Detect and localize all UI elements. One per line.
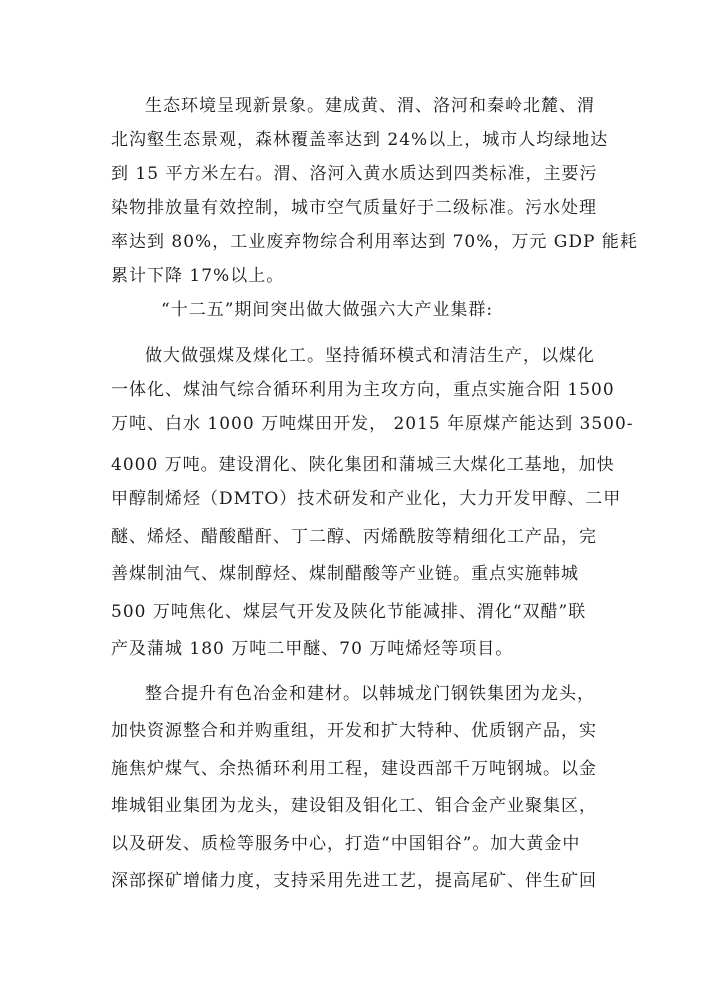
text-line: 产及蒲城 180 万吨二甲醚、70 万吨烯烃等项目。 xyxy=(111,639,514,659)
text-line: 万吨、白水 1000 万吨煤田开发， 2015 年原煤产能达到 3500- xyxy=(111,414,634,434)
text-line: 累计下降 17%以上。 xyxy=(111,266,285,286)
text-line: 到 15 平方米左右。渭、洛河入黄水质达到四类标准，主要污 xyxy=(111,164,598,184)
text-line: 500 万吨焦化、煤层气开发及陕化节能减排、渭化“双醋”联 xyxy=(111,602,587,622)
text-line: 深部探矿增储力度，支持采用先进工艺，提高尾矿、伴生矿回 xyxy=(111,871,597,891)
text-line: 北沟壑生态景观，森林覆盖率达到 24%以上，城市人均绿地达 xyxy=(111,130,609,150)
text-line: 加快资源整合和并购重组，开发和扩大特种、优质钢产品，实 xyxy=(111,721,597,741)
text-line: 堆城钼业集团为龙头，建设钼及钼化工、钼合金产业聚集区， xyxy=(111,796,597,816)
text-line: 生态环境呈现新景象。建成黄、渭、洛河和秦岭北麓、渭 xyxy=(145,96,595,116)
text-line: 一体化、煤油气综合循环利用为主攻方向，重点实施合阳 1500 xyxy=(111,380,615,400)
text-line: 整合提升有色冶金和建材。以韩城龙门钢铁集团为龙头， xyxy=(145,684,595,704)
text-line: 醚、烯烃、醋酸醋酐、丁二醇、丙烯酰胺等精细化工产品，完 xyxy=(111,527,597,547)
text-line: 善煤制油气、煤制醇烃、煤制醋酸等产业链。重点实施韩城 xyxy=(111,564,579,584)
text-line: 甲醇制烯烃（DMTO）技术研发和产业化，大力开发甲醇、二甲 xyxy=(111,489,622,509)
text-line: 做大做强煤及煤化工。坚持循环模式和清洁生产，以煤化 xyxy=(145,346,595,366)
text-line: 以及研发、质检等服务中心，打造“中国钼谷”。加大黄金中 xyxy=(111,834,581,854)
section-heading: “十二五”期间突出做大做强六大产业集群: xyxy=(161,300,494,320)
text-line: 率达到 80%，工业废弃物综合利用率达到 70%，万元 GDP 能耗 xyxy=(111,232,638,252)
text-line: 染物排放量有效控制，城市空气质量好于二级标准。污水处理 xyxy=(111,198,597,218)
text-line: 4000 万吨。建设渭化、陕化集团和蒲城三大煤化工基地，加快 xyxy=(111,455,615,475)
text-line: 施焦炉煤气、余热循环利用工程，建设西部千万吨钢城。以金 xyxy=(111,759,597,779)
